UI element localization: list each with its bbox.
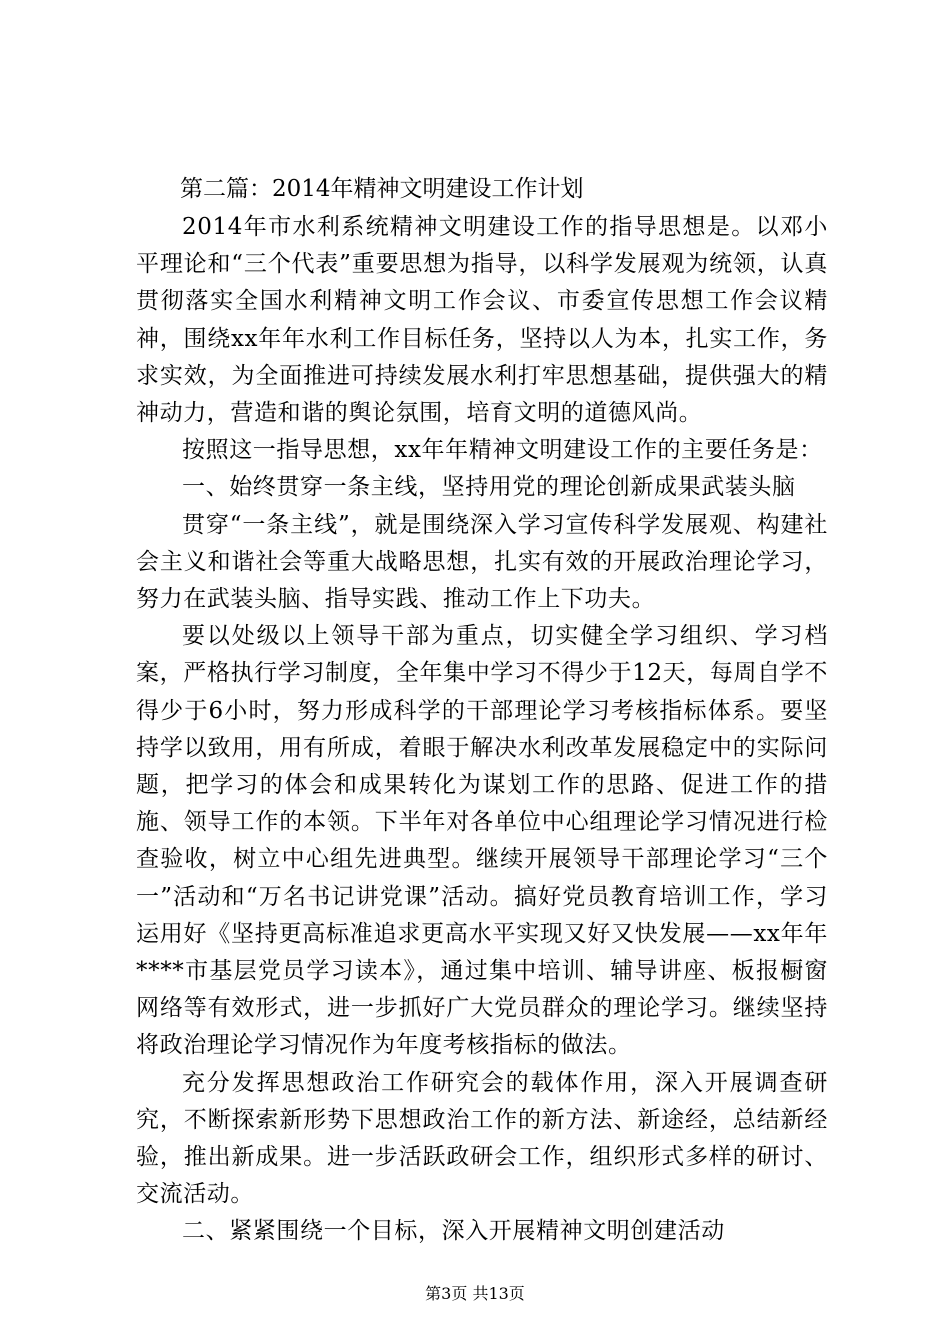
paragraph-leadership-study: 要以处级以上领导干部为重点，切实健全学习组织、学习档案，严格执行学习制度，全年集中学习不得少于12天，每周自学不得少于6小时，努力形成科学的干部理论学习考核指标体系。要坚持学以致用，用有所成，着眼于解决水利改革发展稳定中的实际问题，把学习的体会和成果转化为谋划工作的思路、促进工作的措施、领导工作的本领。下半年对各单位中心组理论学习情况进行检查验收，树立中心组先进典型。继续开展领导干部理论学习“三个一”活动和“万名书记讲党课”活动。搞好党员教育培训工作，学习运用好《坚持更高标准追求更高水平实现又好又快发展——xx年年****市基层党员学习读本》，通过集中培训、辅导讲座、板报橱窗网络等有效形式，进一步抓好广大党员群众的理论学习。继续坚持将政治理论学习情况作为年度考核指标的做法。 xyxy=(136,623,828,1059)
paragraph-main-tasks: 按照这一指导思想，xx年年精神文明建设工作的主要任务是： xyxy=(182,437,823,464)
document-body xyxy=(136,170,828,1251)
paragraph-main-line: 贯穿“一条主线”，就是围绕深入学习宣传科学发展观、构建社会主义和谐社会等重大战略思想，扎实有效的开展政治理论学习，努力在武装头脑、指导实践、推动工作上下功夫。 xyxy=(136,511,828,613)
section-heading-two: 二、紧紧围绕一个目标，深入开展精神文明创建活动 xyxy=(182,1218,725,1245)
page-number-footer: 第3页 共13页 xyxy=(425,1284,525,1303)
paragraph-research-society: 充分发挥思想政治工作研究会的载体作用，深入开展调查研究，不断探索新形势下思想政治工作的新方法、新途经，总结新经验，推出新成果。进一步活跃政研会工作，组织形式多样的研讨、交流活动。 xyxy=(136,1069,828,1208)
document-title: 第二篇：2014年精神文明建设工作计划 xyxy=(180,176,584,202)
section-heading-one: 一、始终贯穿一条主线，坚持用党的理论创新成果武装头脑 xyxy=(182,474,796,501)
paragraph-guiding-thought: 2014年市水利系统精神文明建设工作的指导思想是。以邓小平理论和“三个代表”重要思想为指导，以科学发展观为统领，认真贯彻落实全国水利精神文明工作会议、市委宣传思想工作会议精神，围绕xx年年水利工作目标任务，坚持以人为本，扎实工作，务求实效，为全面推进可持续发展水利打牢思想基础，提供强大的精神动力，营造和谐的舆论氛围，培育文明的道德风尚。 xyxy=(136,214,828,427)
